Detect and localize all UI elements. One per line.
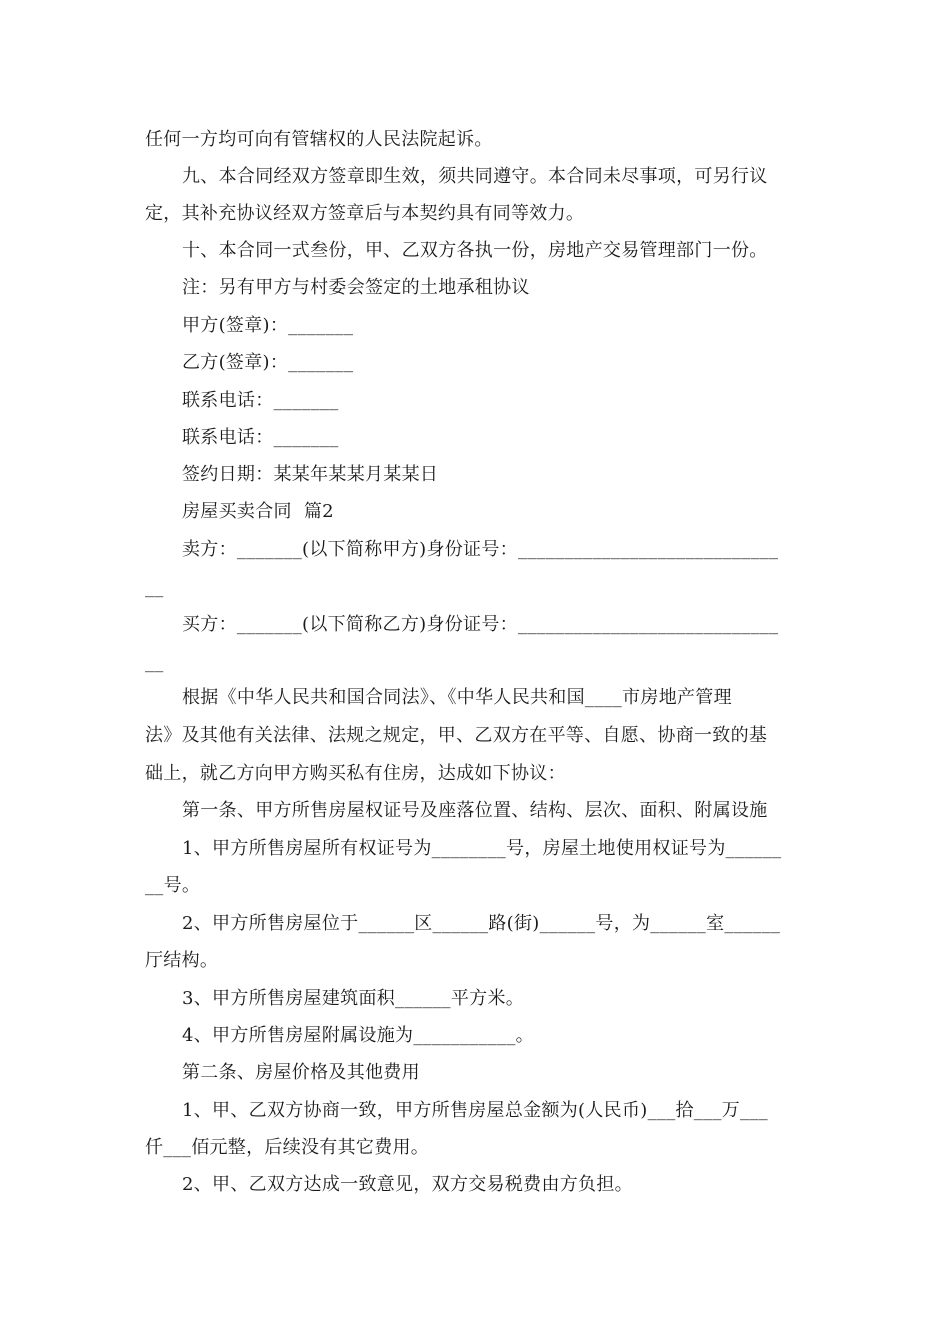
- article-1-item-1: 1、甲方所售房屋所有权证号为________号，房屋土地使用权证号为______: [182, 838, 782, 859]
- clause-8-continuation: 任何一方均可向有管辖权的人民法院起诉。: [145, 129, 493, 150]
- section-title: 房屋买卖合同 篇2: [182, 501, 334, 522]
- article-1-item-4: 4、甲方所售房屋附属设施为___________。: [182, 1025, 534, 1046]
- buyer-line-continuation: __: [145, 652, 164, 673]
- preamble-line-1: 根据《中华人民共和国合同法》、《中华人民共和国____市房地产管理: [182, 687, 732, 708]
- article-2-item-1: 1、甲、乙双方协商一致，甲方所售房屋总金额为(人民币)___拾___万___: [182, 1100, 768, 1121]
- article-2-item-1-continuation: 仟___佰元整，后续没有其它费用。: [145, 1137, 430, 1158]
- seller-line-continuation: __: [145, 577, 164, 598]
- preamble-line-2: 法》及其他有关法律、法规之规定，甲、乙双方在平等、自愿、协商一致的基: [145, 725, 768, 746]
- article-1-item-2-continuation: 厅结构。: [145, 950, 219, 971]
- article-1-item-1-continuation: __号。: [145, 875, 201, 896]
- contact-phone-1: 联系电话：_______: [182, 390, 339, 411]
- buyer-line: 买方：_______(以下简称乙方)身份证号：____________________________: [182, 614, 779, 635]
- article-1-item-2: 2、甲方所售房屋位于______区______路(街)______号，为______室______: [182, 913, 781, 934]
- party-a-signature: 甲方(签章)：_______: [182, 315, 354, 336]
- signing-date: 签约日期：某某年某某月某某日: [182, 464, 439, 485]
- article-1-item-3: 3、甲方所售房屋建筑面积______平方米。: [182, 988, 525, 1009]
- preamble-line-3: 础上，就乙方向甲方购买私有住房，达成如下协议：: [145, 763, 566, 784]
- contact-phone-2: 联系电话：_______: [182, 427, 339, 448]
- seller-line: 卖方：_______(以下简称甲方)身份证号：____________________________: [182, 539, 779, 560]
- note-line: 注：另有甲方与村委会签定的土地承租协议: [182, 277, 530, 298]
- clause-9-line-2: 定，其补充协议经双方签章后与本契约具有同等效力。: [145, 203, 585, 224]
- party-b-signature: 乙方(签章)：_______: [182, 352, 354, 373]
- clause-9-line-1: 九、本合同经双方签章即生效，须共同遵守。本合同未尽事项，可另行议: [182, 166, 768, 187]
- article-1-heading: 第一条、甲方所售房屋权证号及座落位置、结构、层次、面积、附属设施: [182, 800, 768, 821]
- clause-10: 十、本合同一式叁份，甲、乙双方各执一份，房地产交易管理部门一份。: [182, 240, 768, 261]
- article-2-heading: 第二条、房屋价格及其他费用: [182, 1062, 420, 1083]
- article-2-item-2: 2、甲、乙双方达成一致意见，双方交易税费由方负担。: [182, 1174, 633, 1195]
